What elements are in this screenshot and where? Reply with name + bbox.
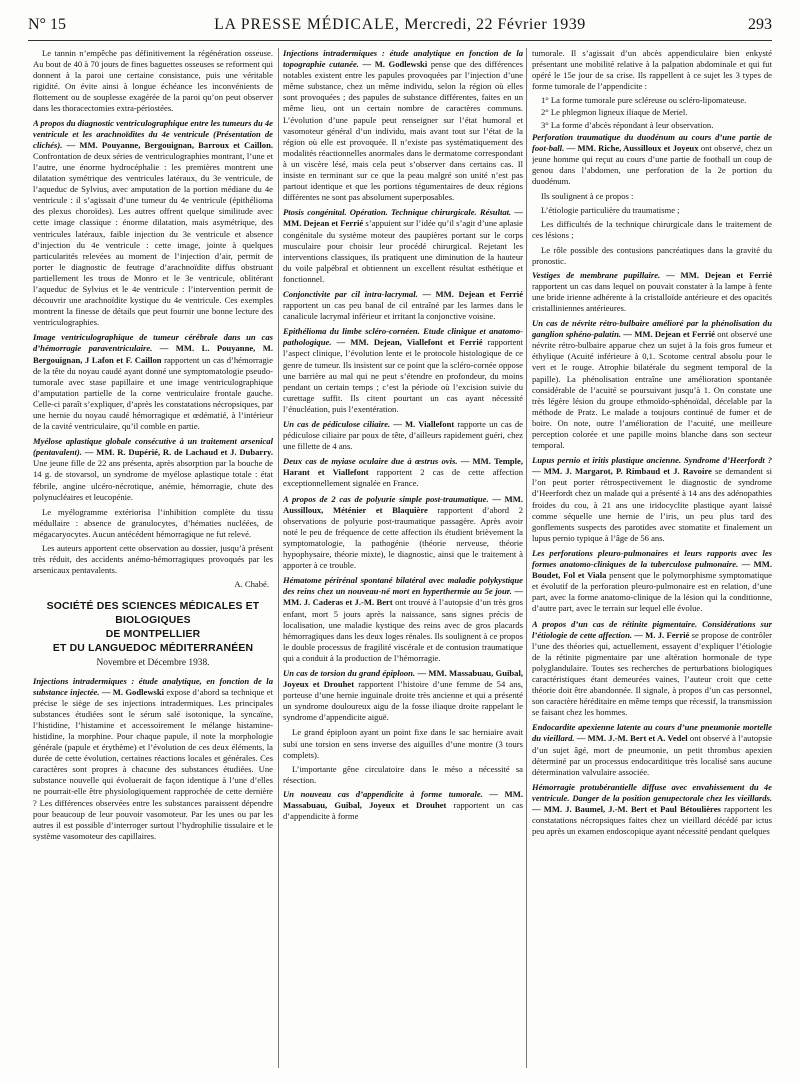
column-1	[33, 48, 273, 1076]
article	[532, 318, 772, 451]
article-heading: Les perforations pleuro-pulmonaires et leurs rapports avec les formes anatomo-cliniques de la tuberculose pulmonaire.	[532, 547, 772, 570]
article	[532, 619, 772, 719]
article-body: rapportent un cas d’hémorragie de la tête du noyau caudé ayant donné une symptomatologie pseudo-tumorale avec stase papillaire et une image ventriculographique d’amputation partielle de la corne ventriculaire frontale gauche. Celle-ci paraît s’expliquer, d’après les constatations nécropsiques, par une hernie du noyau caudé hémorragique et œdématié, à l’intérieur de la cavité ventriculaire, qu’il comble en partie.	[33, 354, 273, 432]
article	[33, 332, 273, 432]
article-body: pensent que le polymorphisme symptomatique et évolutif de la perforation pleuro-pulmonaire est en relation, d’une part, avec la forme anatomo-clinique de la lésion qui la conditionne, d’autre part, avec le terrain sur lequel elle évolue.	[532, 570, 772, 614]
signature: A. Chabé.	[234, 579, 269, 590]
article	[283, 789, 523, 822]
article-authors: — MM. Dejean, Viallefont et Ferrié	[336, 337, 483, 348]
page-number: 293	[748, 16, 772, 33]
article-heading: A propos d’un cas de rétinite pigmentaire. Considérations sur l’étiologie de cette affection.	[532, 618, 772, 640]
article-authors: — MM. Massabuau, Guibal, Joyeux et Drouhet	[283, 788, 523, 810]
article	[283, 668, 523, 723]
list-item: 3° La forme d’abcès répondant à leur observation.	[541, 119, 714, 130]
list-item: Le rôle possible des contusions pancréatiques dans la gravité du pronostic.	[532, 244, 772, 266]
article	[283, 575, 523, 664]
article-authors: — MM. Dejean et Ferrié	[623, 329, 715, 340]
article-body: ont observé, chez un jeune homme qui reçut au cours d’une partie de football un coup de genou dans l’abdomen, une perforation de la 2e portion du duodénum.	[532, 142, 772, 187]
article-heading: Injections intradermiques : étude analytique, en fonction de la substance injectée.	[33, 675, 273, 697]
paragraph: L’importante gêne circulatoire dans le méso a nécessité sa résection.	[283, 763, 523, 785]
issue-number: N° 15	[28, 16, 66, 33]
article-body: ont trouvé à l’autopsie d’un très gros enfant, mort 5 jours après la naissance, sans signes précis de localisation, une maladie kystique des reins avec de gros placards hémorragiques dans les deux loges rénales. Ils soulignent à ce propos le double processus de fragilité viscérale et de contusion traumatique qui a conduit à la production de l’hémorragie.	[283, 597, 523, 663]
article-heading: Injections intradermiques : étude analytique en fonction de la topographie cutanée.	[283, 48, 523, 70]
list-item: 1° La forme tumorale pure scléreuse ou scléro-lipomateuse.	[541, 95, 747, 106]
article-authors: — MM. Aussilloux, Méténier et Blaquière	[283, 493, 523, 515]
article-heading: Deux cas de myiase oculaire due à œstrus ovis.	[283, 456, 458, 467]
article-body: ont observé une névrite rétro-bulbaire apparue chez un sujet à la fois gros fumeur et éthylique (Acuité inférieure à 0,1. Scotome central absolu pour le vert et le rouge. Atrophie bilatérale du segment temporal de la papille). La phénolisation entraîne une amélioration spontanée considérable de l’acuité se poursuivant jusqu’à 1. On constate une très légère lésion du groupe ethmoïdo-sphénoïdal, décelable par la méthode de Pratz. Le malade a toujours continué de fumer et de boire. On note, outre l’amélioration de l’acuité, une meilleure perception colorée et une papille moins blanche dans son secteur temporal.	[532, 329, 772, 451]
article-body: expose d’abord sa technique et précise le siège de ses injections intradermiques. Les principales substances étudiées sont le sérum salé isotonique, la syncaïne, l’histidine, l’histamine et accessoirement le mélange histamine-histidine, la morphine. Pour chaque papule, il note la morphologie générale (papule et érythème) et l’évolution de ces deux éléments, la durée de cette évolution, certaines réactions locales et générales. Ces caractères sont propres à chacune des substances étudiées. Une substance nouvelle qui évoluerait de façon identique à l’une d’elles ne pourrait-elle être physiologiquement rapprochée de cette dernière ? Les différences observées entre les substances paraissent dépendre pour beaucoup de leur pouvoir vasomoteur. Par les unes ou par les autres il est possible d’interroger surtout l’hydrophilie tissulaire et le système vasomoteur des capillaires.	[33, 686, 273, 841]
article-authors: — MM. R. Dupérié, R. de Lachaud et J. Dubarry.	[84, 447, 273, 458]
article-authors: — MM. J. Baumel, J.-M. Bert et Paul Bétoulières	[532, 804, 721, 814]
article-authors: — MM. Boudet, Fol et Viala	[532, 559, 772, 581]
column-divider	[278, 48, 279, 1068]
article-heading: Un cas de torsion du grand épiploon.	[283, 667, 416, 678]
article	[283, 207, 523, 285]
journal-title: LA PRESSE MÉDICALE,	[214, 16, 400, 33]
society-title	[33, 600, 273, 656]
article-authors: — MM. J. Margarot, P. Rimbaud et J. Ravoire	[532, 466, 712, 477]
article-heading: A propos du diagnostic ventriculographique entre les tumeurs du 4e ventricule et les arachnoïdites du 4e ventricule (Présentation de clichés).	[33, 117, 273, 150]
article-heading: Myélose aplastique globale consécutive à un traitement arsenical (pentavalent).	[33, 436, 273, 458]
article-heading: Conjonctivite par cil intra-lacrymal.	[283, 288, 418, 299]
article-authors: — MM. Dejean et Ferrié	[283, 207, 523, 229]
paragraph: tumorale. Il s’agissait d’un abcès appendiculaire bien enkysté présentant une mobilité relative à la palpation abdominale et qui fut opéré le 15e jour de sa crise. Ils rappellent à ce sujet les 3 types de forme tumorale de l’appendicite :	[532, 48, 772, 92]
article-body: pense que des différences notables existent entre les papules provoquées par l’injection d’une même substance, chez un même individu, selon la région où elles sont provoquées ; des papules de substance différentes, faites en un même lieu, ont un certain nombre de caractères communs. L’évolution d’une papule peut renseigner sur l’état humoral et vasomoteur général d’un individu, mais avant tout sur l’état de la région où elle est provoquée. Il n’existe pas systématiquement des modalités réactionnelles anormales dans le dermatome correspondant à un viscère lésé, mais cela peut s’observer dans certains cas. Il insiste en terminant sur ce que la peau malgré son unité n’est pas partout identique et que les portions tégumentaires de deux régions différentes ne sont pas absolument superposables.	[283, 59, 523, 203]
paragraph: Les auteurs apportent cette observation au dossier, jusqu’à présent très réduit, des accidents anémo-hémorragiques provoqués par les arsenicaux pentavalents.	[33, 543, 273, 576]
society-title-line: ET DU LANGUEDOC MÉDITERRANÉEN	[52, 643, 254, 655]
article-heading: Endocardite apexienne latente au cours d’une pneumonie mortelle du vieillard.	[532, 722, 772, 744]
article-heading: Un cas de pédiculose ciliaire.	[283, 419, 391, 429]
article-body: rapportent un cas peu banal de cil entraîné par les larmes dans le canalicule lacrymal inférieur et irritant la conjonctive voisine.	[283, 300, 523, 322]
paragraph: Ils soulignent à ce propos :	[541, 191, 634, 202]
article-heading: Image ventriculographique de tumeur cérébrale dans un cas d’hémorragie paraventriculaire.	[33, 332, 273, 354]
article-authors: — MM. Pouyanne, Bergouignan, Barroux et Caillon.	[66, 139, 273, 150]
article-body: ont observé à l’autopsie d’un sujet âgé, mort de pneumonie, un petit thrombus apexien déterminé par un processus endocarditique très localisé sans aucune détermination valvulaire associée.	[532, 733, 772, 777]
article-body: se demandent si l’on peut porter rétrospectivement le diagnostic de syndrome d’Heerfordt chez un malade qui a présenté à 14 ans des adénopathies froides du cou, à 21 ans une iridocyclite plastique ayant laissé comme séquelle une hernie de l’iris, un peu plus tard des gonflements suspects des parotides avec stomatite et finalement un lupus pernio typique à l’âge de 56 ans.	[532, 466, 772, 543]
article-body: s’appuient sur l’idée qu’il s’agit d’une aplasie congénitale du système moteur des paupières portant sur le corps musculaire pour choisir leur procédé chirurgical. Rejetant les interventions classiques, ils pratiquent une diminution de la hauteur du voile palpébral et obtiennent un excellent résultat esthétique et fonctionnel.	[283, 218, 523, 284]
article-authors: — MM. L. Pouyanne, M. Bergouignan, J Lafon et F. Caillon	[33, 343, 273, 365]
article	[33, 676, 273, 842]
article	[283, 289, 523, 322]
article-heading: A propos de 2 cas de polyurie simple post-traumatique.	[283, 493, 489, 504]
article-authors: — M. Godlewski	[101, 686, 165, 697]
article-authors: — M. Godlewski	[362, 59, 428, 70]
article-body: Confrontation de deux séries de ventriculographies montrant, l’une et l’autre, une énorme hydrocéphalie : les premières montrent une dilatation symétrique des ventricules latéraux, du 3e ventricule, de l’aqueduc de Sylvius, avec amputation de la portion médiane du 4e ventricule : il s’agissait d’une tumeur du 4e ventricule (épithélioma des plexus choroïdes). Les autres offrent quelque similitude avec cette image classique : énorme dilatation, mais asymétrique, des ventricules latéraux, faible injection du 3e ventricule et absence d’injection du 4e ventricule : cette image, jointe à quelques particularités relevées au moment de l’injection d’air, permit de porter le diagnostic de feutrage d’arachnoïdite diffus obstruant partiellement les trous de Monro et le 3e ventricule, oblitérant l’aqueduc de Sylvius et le 4e ventricule : l’intervention permit de découvrir une arachnoïdite kystique du 4e ventricule. Ces exemples montrent la finesse de détails que peut fournir une bonne lecture des ventriculographies.	[33, 150, 273, 328]
article-heading: Hémorragie protubérantielle diffuse avec envahissement du 4e ventricule. Danger de la position genupectorale chez les vieillards.	[532, 781, 772, 803]
paragraph: Le tannin n’empêche pas définitivement la régénération osseuse. Au bout de 40 à 70 jours de fines baguettes osseuses se reforment qui donnent à la paroi une certaine consistance, puis une véritable rigidité. On évite ainsi à longue échéance les inconvénients de flottement ou de souplesse exagérée de la paroi qu’on peut observer dans les thoracectomies extra-périostées.	[33, 48, 273, 114]
article-heading: Un nouveau cas d’appendicite à forme tumorale.	[283, 788, 483, 799]
article-heading: Vestiges de membrane pupillaire.	[532, 269, 661, 280]
society-title-line: SOCIÉTÉ DES SCIENCES MÉDICALES ET BIOLOGIQUES	[46, 601, 260, 627]
list-item: 2° Le phlegmon ligneux iliaque de Meriel.	[541, 107, 688, 118]
article-authors: — MM. Dejean et Ferrié	[666, 269, 772, 280]
paragraph: Le myélogramme extériorisa l’inhibition complète du tissu médullaire : absence de granulocytes, d’hématies nucléées, de mégacaryocytes. Aucun antécédent hémorragique ne fut relevé.	[33, 506, 273, 539]
article	[283, 326, 523, 415]
article	[532, 722, 772, 777]
article-authors: — M. Viallefont	[393, 419, 455, 429]
article-body: rapporte un cas de pédiculose ciliaire par poux de tête, d’ailleurs rapidement guéri, chez une fillette de 4 ans.	[283, 419, 523, 452]
masthead	[108, 16, 692, 34]
column-2	[283, 48, 523, 1076]
article	[532, 270, 772, 314]
article-body: rapportent l’aspect clinique, l’évolution lente et le protocole histologique de ce genre de tumeur. Ils insistent sur ce point que la scléro-cornée oppose une barrière au mal qui ne peut s’étendre en profondeur, du moins pendant un certain temps ; c’est la période où l’excision suivie du curettage suffit. Ils citent pourtant un cas ayant nécessité l’énucléation, puis l’exentération.	[283, 337, 523, 414]
society-title-line: DE MONTPELLIER	[105, 629, 201, 641]
article-heading: Hématome périrénal spontané bilatéral avec maladie polykystique des reins chez un nouveau-né mort en hyperthermie au 5e jour.	[283, 575, 523, 597]
article-body: rapportent les constatations nécropsiques faites chez un vieillard décédé par ictus peu après un examen endoscopique ayant nécessité pendant quelques	[532, 804, 772, 837]
article	[532, 455, 772, 544]
article	[283, 419, 523, 452]
issue-date: Mercredi, 22 Février 1939	[404, 16, 586, 33]
article-body: rapportent un cas d’appendicite à forme	[283, 800, 523, 822]
article-heading: Un cas de névrite rétro-bulbaire amélioré par la phénolisation du ganglion sphéno-palatin.	[532, 318, 772, 340]
article-authors: — MM. Massabuau, Guibal, Joyeux et Drouhet	[283, 667, 523, 690]
article-authors: — MM. Riche, Aussilloux et Joyeux	[566, 142, 699, 153]
list-item: L’étiologie particulière du traumatisme ;	[541, 205, 680, 216]
article-heading: Perforation traumatique du duodénum au cours d’une partie de foot-ball.	[532, 131, 772, 153]
society-session-date: Novembre et Décembre 1938.	[96, 658, 210, 669]
list-item: Les difficultés de la technique chirurgicale dans le traitement de ces lésions ;	[532, 219, 772, 241]
article	[33, 118, 273, 329]
article	[532, 782, 772, 837]
article	[283, 456, 523, 489]
article-body: Une jeune fille de 22 ans présenta, après absorption par la bouche de 14 g. de stovarsol, un syndrome de myélose aplastique totale : état fébrile, angine ulcéro-nécrotique, anémie, hémorragie, chute des polynucléaires et leucopénie.	[33, 458, 273, 502]
article	[532, 132, 772, 187]
article-heading: Epithélioma du limbe scléro-cornéen. Etude clinique et anatomo-pathologique.	[283, 326, 523, 348]
article	[33, 436, 273, 503]
article-body: rapportent 2 cas de cette affection exceptionnellement signalée en France.	[283, 467, 523, 489]
article-authors: — M. J. Ferrié	[634, 629, 690, 640]
article	[532, 548, 772, 615]
article-heading: Lupus pernio et iritis plastique ancienne. Syndrome d’Heerfordt ?	[532, 455, 772, 466]
column-3	[532, 48, 772, 1076]
article-body: rapportent l’histoire d’une femme de 54 ans, porteuse d’une hernie inguinale droite très ancienne et qui a présenté un syndrome douloureux aigu de la fosse iliaque droite rappelant le syndrome d’appendicite aiguë.	[283, 679, 523, 723]
page-header	[28, 16, 772, 38]
article-authors: — MM. J. Caderas et J.-M. Bert	[283, 586, 523, 608]
article	[283, 494, 523, 572]
article-heading: Ptosis congénital. Opération. Technique chirurgicale. Résultat.	[283, 207, 512, 218]
article	[283, 48, 523, 203]
article-authors: — MM. Dejean et Ferrié	[422, 288, 523, 299]
article-authors: — MM. Temple, Harant et Viallefont	[283, 456, 523, 478]
header-rule	[28, 40, 772, 41]
article-authors: — MM. J.-M. Bert et A. Vedel	[576, 733, 688, 744]
article-body: se propose de contrôler l’une des théories qui, actuellement, essayent d’expliquer l’étiologie de la rétinite pigmentaire par une altération hormonale de type polyglandulaire. Toutes ses recherches de perturbations biologiques caractéristiques étant demeurées vaines, l’auteur croit que cette théorie doit être abandonnée. Il signale, à propos d’un cas personnel, son caractère héréditaire en même temps que récessif, la transmission se faisant chez les hommes.	[532, 629, 772, 718]
article-body: rapportent un cas dans lequel on pouvait constater à la lampe à fente une bride irienne adhérente à la cristalloïde antérieure et des opacités cristalliniennes antérieures.	[532, 280, 772, 313]
column-divider	[526, 48, 527, 1068]
article-body: rapportent d’abord 2 observations de polyurie post-traumatique passagère. Après avoir noté le peu de fréquence de cette affection ils étudient brièvement la symptomatologie, la pathogénie (théorie nerveuse, théorie hypophysaire, théorie mixte), le diagnostic, ainsi que le traitement à apporter à ce trouble.	[283, 504, 523, 571]
paragraph: Le grand épiploon ayant un point fixe dans le sac herniaire avait subi une torsion en sens inverse des aiguilles d’une montre (3 tours complets).	[283, 727, 523, 760]
